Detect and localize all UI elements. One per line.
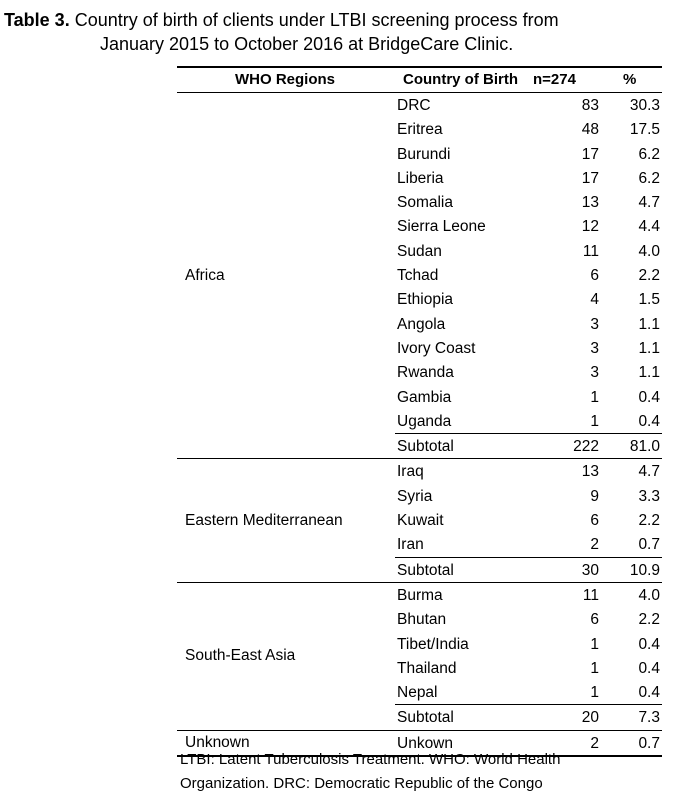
country-cell: Iraq [397,463,424,481]
percent-cell: 1.5 [638,291,660,309]
table-row [395,336,662,360]
percent-cell: 4.0 [638,242,660,260]
table-row [395,385,662,409]
country-of-birth-table [177,66,662,757]
country-cell: Bhutan [397,611,447,629]
caption-label: Table 3. [4,10,70,30]
percent-cell: 4.7 [638,194,660,212]
header-n: n=274 [533,71,576,88]
percent-cell: 2.2 [638,512,660,530]
percent-cell: 0.4 [638,388,660,406]
region-label: Africa [185,266,225,284]
count-cell: 3 [590,364,599,382]
header-who-regions: WHO Regions [235,71,335,88]
percent-cell: 2.2 [638,611,660,629]
table-row [395,583,662,607]
table-row [395,214,662,238]
country-cell: Nepal [397,684,438,702]
percent-cell: 81.0 [629,438,660,456]
count-cell: 17 [581,145,599,163]
country-cell: Somalia [397,194,453,212]
count-cell: 12 [581,218,599,236]
country-cell: Burma [397,586,443,604]
table-row [395,607,662,631]
country-cell: Ivory Coast [397,339,476,357]
header-percent: % [623,71,637,88]
subtotal-row [395,704,662,729]
country-cell: Rwanda [397,364,454,382]
country-cell: Subtotal [397,709,454,727]
table-row [395,508,662,532]
table-row [395,459,662,483]
table-row [395,117,662,141]
count-cell: 1 [590,412,599,430]
country-cell: Angola [397,315,446,333]
country-cell: Thailand [397,659,457,677]
count-cell: 1 [590,684,599,702]
count-cell: 11 [582,242,599,260]
table-row [395,93,662,117]
percent-cell: 1.1 [638,364,660,382]
region-rows [395,459,662,581]
percent-cell: 6.2 [638,145,660,163]
count-cell: 222 [573,438,599,456]
region-group [177,93,662,459]
percent-cell: 0.4 [638,635,660,653]
country-cell: Eritrea [397,121,443,139]
percent-cell: 0.7 [638,734,660,752]
count-cell: 1 [590,635,599,653]
table-row [395,287,662,311]
region-group [177,459,662,582]
country-cell: Iran [397,536,424,554]
percent-cell: 0.4 [638,659,660,677]
subtotal-row [395,433,662,458]
table-row [395,656,662,680]
table-header [177,66,662,93]
percent-cell: 4.7 [638,463,660,481]
table-body [177,93,662,757]
count-cell: 11 [582,586,599,604]
table-row [395,484,662,508]
percent-cell: 0.4 [638,684,660,702]
count-cell: 2 [590,536,599,554]
country-cell: Burundi [397,145,451,163]
caption-line-2: January 2015 to October 2016 at BridgeCare Clinic. [100,34,514,54]
country-cell: Liberia [397,169,444,187]
header-country-of-birth: Country of Birth [403,71,518,88]
table-row [395,239,662,263]
count-cell: 4 [590,291,599,309]
percent-cell: 10.9 [629,561,660,579]
count-cell: 83 [581,97,599,114]
count-cell: 13 [581,463,599,481]
count-cell: 2 [590,734,599,752]
percent-cell: 2.2 [638,267,660,285]
country-cell: Ethiopia [397,291,454,309]
country-cell: Gambia [397,388,452,406]
count-cell: 1 [590,659,599,677]
table-row [395,632,662,656]
count-cell: 9 [590,487,599,505]
country-cell: Subtotal [397,438,454,456]
country-cell: Syria [397,487,433,505]
country-cell: Subtotal [397,561,454,579]
region-label: Unknown [185,733,250,751]
percent-cell: 6.2 [638,169,660,187]
caption-line-1: Country of birth of clients under LTBI screening process from [69,10,559,30]
percent-cell: 4.0 [638,586,660,604]
table-row [395,190,662,214]
table-row [395,312,662,336]
region-rows [395,583,662,730]
count-cell: 17 [581,169,599,187]
count-cell: 20 [581,709,599,727]
count-cell: 13 [581,194,599,212]
subtotal-row [395,557,662,582]
percent-cell: 1.1 [638,339,660,357]
country-cell: Uganda [397,412,452,430]
table-row [395,142,662,166]
country-cell: Sudan [397,242,442,260]
country-cell: Unkown [397,734,453,752]
percent-cell: 17.5 [629,121,660,139]
count-cell: 6 [590,512,599,530]
table-footnote: LTBI: Latent Tuberculosis Treatment. WHO: World Health Organization. DRC: Democratic Republic of the Congo [180,751,561,792]
percent-cell: 0.7 [638,536,660,554]
count-cell: 1 [590,388,599,406]
table-row [395,532,662,556]
table-row [395,263,662,287]
percent-cell: 7.3 [638,709,660,727]
percent-cell: 1.1 [638,315,660,333]
table-row [395,680,662,704]
percent-cell: 30.3 [629,97,660,114]
count-cell: 3 [590,315,599,333]
percent-cell: 3.3 [638,487,660,505]
table-row [395,409,662,433]
country-cell: Tibet/India [397,635,469,653]
country-cell: Tchad [397,267,439,285]
region-label: South-East Asia [185,647,296,665]
count-cell: 6 [590,611,599,629]
region-rows [395,93,662,458]
count-cell: 48 [581,121,599,139]
table-row [395,166,662,190]
count-cell: 3 [590,339,599,357]
country-cell: DRC [397,97,431,114]
count-cell: 30 [581,561,599,579]
country-cell: Kuwait [397,512,444,530]
region-label: Eastern Mediterranean [185,511,343,529]
country-cell: Sierra Leone [397,218,486,236]
percent-cell: 0.4 [638,412,660,430]
count-cell: 6 [590,267,599,285]
percent-cell: 4.4 [638,218,660,236]
table-row [395,360,662,384]
table-caption [4,8,694,56]
region-group [177,583,662,731]
